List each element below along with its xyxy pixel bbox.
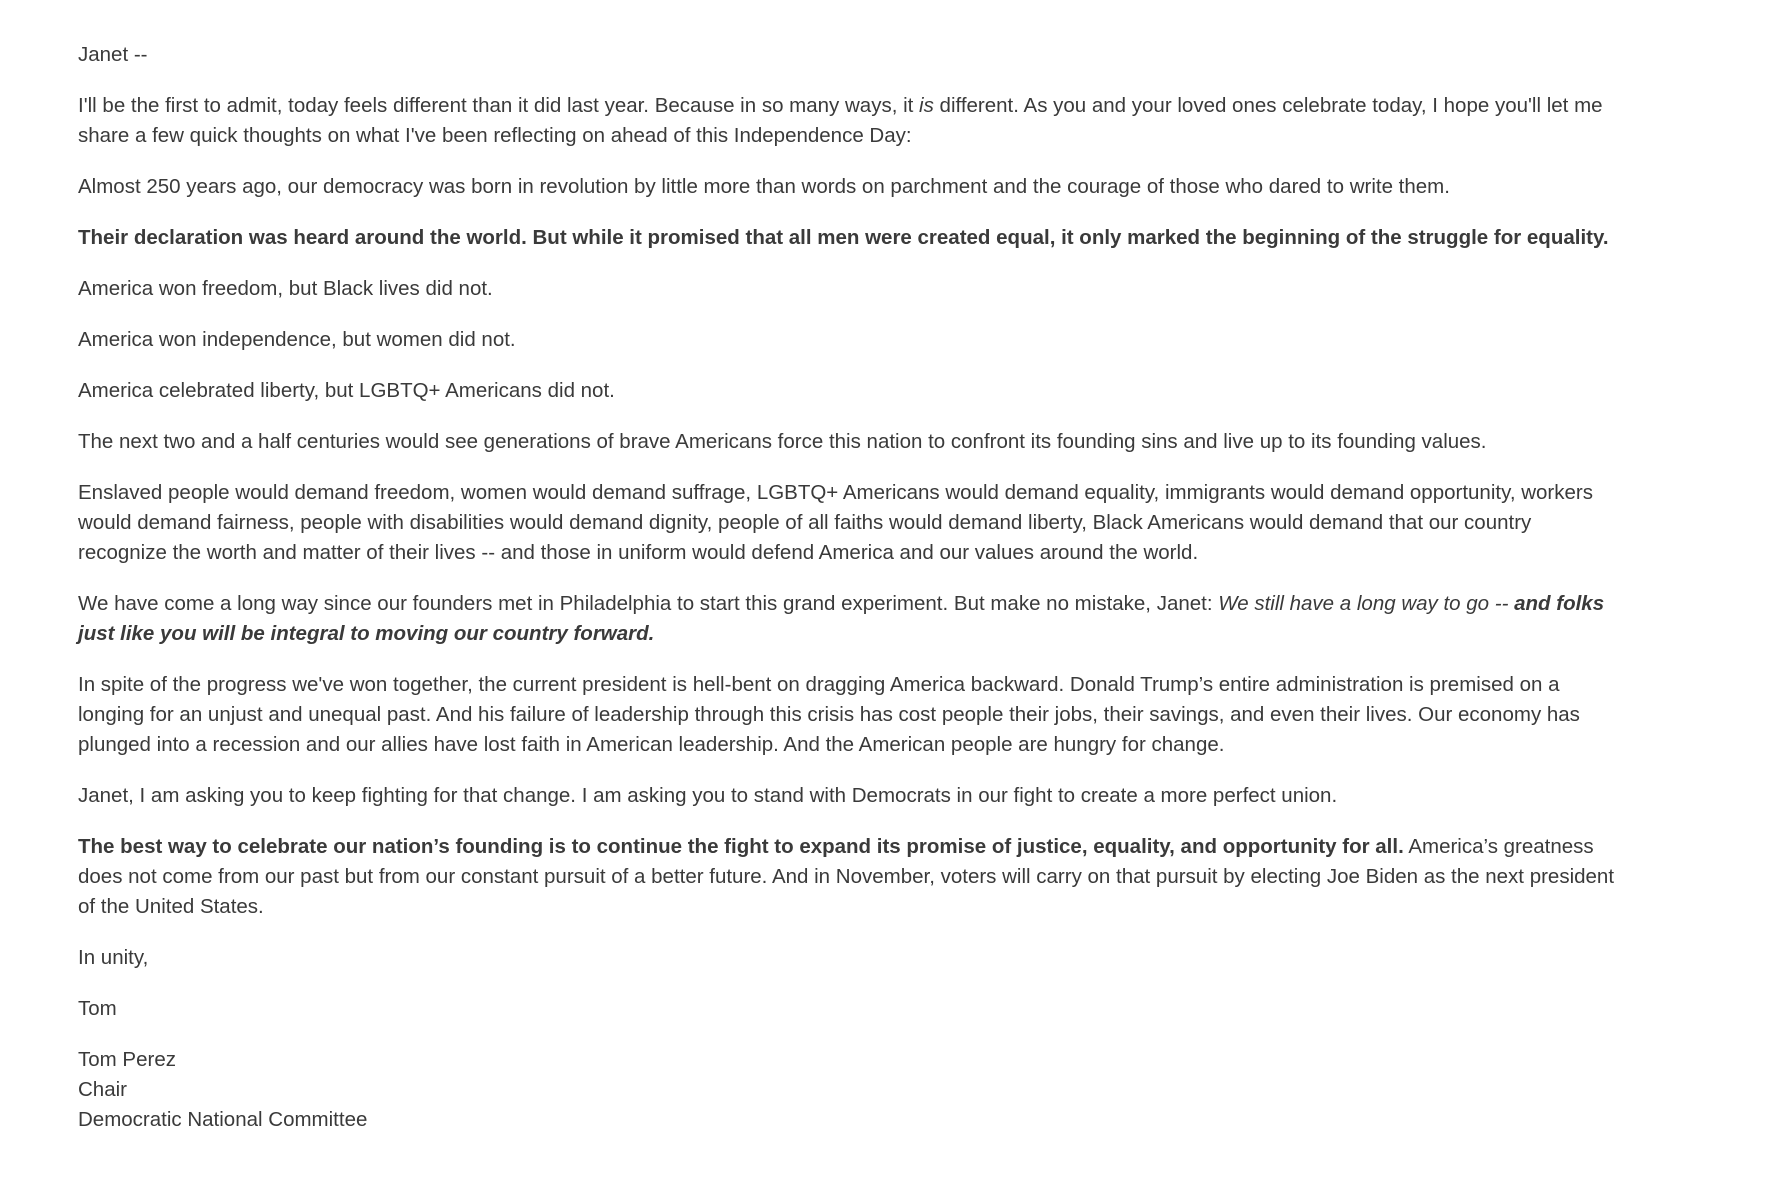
paragraph-celebrate xyxy=(78,832,1618,922)
paragraph-freedom: America won freedom, but Black lives did not. xyxy=(78,277,493,300)
long-way-italic: We still have a long way to go -- xyxy=(1218,592,1515,615)
email-body xyxy=(78,40,1618,1156)
paragraph-long-way xyxy=(78,589,1618,649)
signature-name: Tom Perez xyxy=(78,1048,176,1071)
paragraph-liberty: America celebrated liberty, but LGBTQ+ Americans did not. xyxy=(78,379,615,402)
paragraph-demands: Enslaved people would demand freedom, women would demand suffrage, LGBTQ+ Americans would demand equality, immigrants would demand opportunity, workers would demand fairness, people with disabilities would demand dignity, people of all faiths would demand liberty, Black Americans would demand that our country recognize the worth and matter of their lives -- and those in uniform would defend America and our values around the world. xyxy=(78,481,1593,564)
celebrate-bold-text: The best way to celebrate our nation’s founding is to continue the fight to expand its promise of justice, equality, and opportunity for all. xyxy=(78,835,1404,858)
paragraph-progress: In spite of the progress we've won together, the current president is hell-bent on dragging America backward. Donald Trump’s entire administration is premised on a longing for an unjust and unequal past. And his failure of leadership through this crisis has cost people their jobs, their savings, and even their lives. Our economy has plunged into a recession and our allies have lost faith in American leadership. And the American people are hungry for change. xyxy=(78,673,1580,756)
celebrate-text: America’s greatness does not come from our past but from our constant pursuit of a better future. And in November, voters will carry on that pursuit by electing Joe Biden as the next president of the United States. xyxy=(78,835,1615,918)
paragraph-declaration xyxy=(78,223,1618,253)
closing: In unity, xyxy=(78,946,149,969)
long-way-bold-italic: and folks just like you will be integral to moving our country forward. xyxy=(78,592,1605,645)
signature-org: Democratic National Committee xyxy=(78,1108,368,1131)
declaration-bold-text: Their declaration was heard around the world. But while it promised that all men were created equal, it only marked the beginning of the struggle for equality. xyxy=(78,226,1609,249)
paragraph-ask: Janet, I am asking you to keep fighting for that change. I am asking you to stand with Democrats in our fight to create a more perfect union. xyxy=(78,784,1338,807)
long-way-text: We have come a long way since our founders met in Philadelphia to start this grand experiment. But make no mistake, Janet: xyxy=(78,592,1219,615)
paragraph-democracy-born: Almost 250 years ago, our democracy was born in revolution by little more than words on parchment and the courage of those who dared to write them. xyxy=(78,175,1450,198)
signature-title: Chair xyxy=(78,1078,127,1101)
paragraph-intro xyxy=(78,91,1618,151)
greeting: Janet -- xyxy=(78,43,148,66)
intro-text-end: different. As you and your loved ones celebrate today, I hope you'll let me share a few quick thoughts on what I've been reflecting on ahead of this Independence Day: xyxy=(78,94,1603,147)
signoff: Tom xyxy=(78,997,117,1020)
intro-emphasis: is xyxy=(919,94,934,117)
paragraph-centuries: The next two and a half centuries would see generations of brave Americans force this nation to confront its founding sins and live up to its founding values. xyxy=(78,430,1487,453)
intro-text-start: I'll be the first to admit, today feels different than it did last year. Because in so many ways, it xyxy=(78,94,920,117)
signature-block xyxy=(78,1045,1618,1135)
paragraph-independence: America won independence, but women did not. xyxy=(78,328,516,351)
